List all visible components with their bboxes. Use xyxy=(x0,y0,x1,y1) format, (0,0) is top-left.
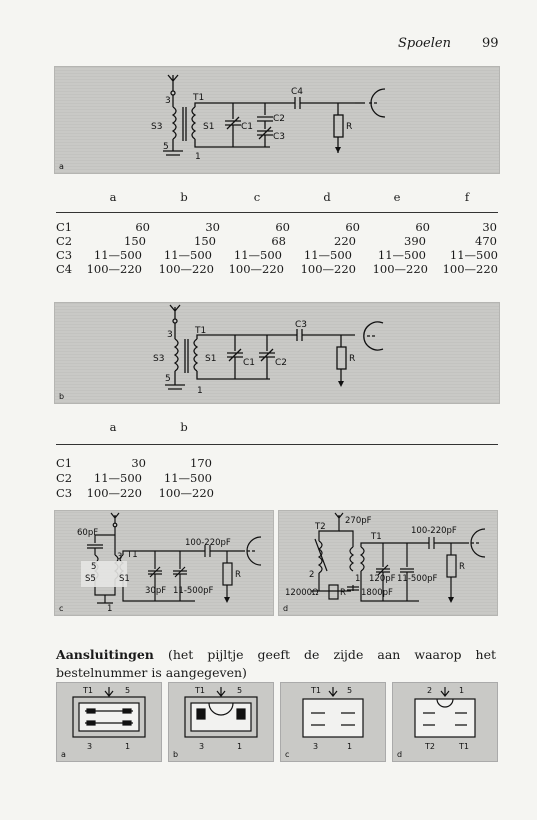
connector-c xyxy=(280,682,386,762)
fig-c-pin5: 5 xyxy=(91,562,97,572)
fig-c-t1: T1 xyxy=(127,550,138,560)
fig-d-pin1: 1 xyxy=(355,574,361,584)
fig-d-r1: R xyxy=(340,588,346,598)
fig-b-s3: S3 xyxy=(153,354,165,364)
fig-b-label: b xyxy=(59,392,65,401)
conn-c-bottom-right: 1 xyxy=(347,742,353,751)
fig-a-pin1: 1 xyxy=(195,152,201,162)
fig-c-c60: 60pF xyxy=(77,528,99,538)
fig-d-t2: T2 xyxy=(315,522,326,532)
col-header: a xyxy=(109,420,117,434)
schematic-d-drawing xyxy=(279,511,497,615)
fig-c-pin1: 1 xyxy=(107,604,113,614)
fig-d-r12k: 12000Ω xyxy=(285,588,319,598)
fig-b-r: R xyxy=(349,354,356,364)
fig-b-pin1: 1 xyxy=(197,386,203,396)
fig-b-pin3: 3 xyxy=(167,330,173,340)
conn-b-bottom-left: 3 xyxy=(199,742,205,751)
conn-c-top-right: 5 xyxy=(347,686,353,695)
table-row: C1 60 30 60 60 60 30 xyxy=(56,220,497,234)
table-row: C1 30 170 xyxy=(56,456,212,470)
fig-a-s3: S3 xyxy=(151,122,163,132)
fig-d-t1: T1 xyxy=(371,532,382,542)
table-row: C2 150 150 68 220 390 470 xyxy=(56,234,497,248)
connector-c-drawing xyxy=(281,683,385,761)
fig-a-pin5: 5 xyxy=(163,142,169,152)
fig-c-s5: S5 xyxy=(85,574,96,584)
fig-a-c2: C2 xyxy=(273,114,286,124)
fig-a-c3: C3 xyxy=(273,132,286,142)
fig-b-c1: C1 xyxy=(243,358,256,368)
table-b-rule xyxy=(56,444,498,445)
fig-c-pin3: 3 xyxy=(117,552,123,562)
fig-c-c11: 11-500pF xyxy=(173,586,214,596)
schematic-c-drawing xyxy=(55,511,273,615)
table-row: C2 11—500 11—500 xyxy=(56,471,212,485)
fig-d-c100: 100-220pF xyxy=(411,526,457,536)
conn-a-top-left: T1 xyxy=(83,686,93,695)
conn-d-top-left: 2 xyxy=(427,686,433,695)
fig-c-c30: 30pF xyxy=(145,586,167,596)
conn-a-bottom-left: 3 xyxy=(87,742,93,751)
conn-c-top-left: T1 xyxy=(311,686,321,695)
fig-a-c1: C1 xyxy=(241,122,254,132)
figure-c-schematic xyxy=(54,510,274,616)
fig-a-c4: C4 xyxy=(291,87,304,97)
conn-d-bottom-left: T2 xyxy=(425,742,435,751)
conn-b-label: b xyxy=(173,750,179,759)
conn-d-label: d xyxy=(397,750,403,759)
connector-b-drawing xyxy=(169,683,273,761)
connector-b xyxy=(168,682,274,762)
page-number: 99 xyxy=(482,36,499,51)
fig-c-s1: S1 xyxy=(119,574,130,584)
conn-a-label: a xyxy=(61,750,66,759)
conn-b-bottom-right: 1 xyxy=(237,742,243,751)
connections-note xyxy=(56,646,496,682)
conn-c-bottom-left: 3 xyxy=(313,742,319,751)
conn-d-bottom-right: T1 xyxy=(459,742,469,751)
col-header: c xyxy=(253,190,261,204)
fig-d-r2: R xyxy=(459,562,465,572)
connector-a-drawing xyxy=(57,683,161,761)
table-row: C4 100—220 100—220 100—220 100—220 100—220 100—220 xyxy=(56,262,498,276)
fig-a-label: a xyxy=(59,162,64,171)
fig-d-label: d xyxy=(283,604,289,613)
fig-d-c270: 270pF xyxy=(345,516,372,526)
conn-a-bottom-right: 1 xyxy=(125,742,131,751)
conn-b-top-right: 5 xyxy=(237,686,243,695)
connector-a xyxy=(56,682,162,762)
fig-d-c1800: 1800pF xyxy=(361,588,393,598)
fig-c-c100: 100-220pF xyxy=(185,538,231,548)
col-header: a xyxy=(109,190,117,204)
table-row: C3 100—220 100—220 xyxy=(56,486,214,500)
fig-d-c11: 11-500pF xyxy=(397,574,438,584)
conn-a-top-right: 5 xyxy=(125,686,131,695)
fig-a-s1: S1 xyxy=(203,122,215,132)
note-heading: Aansluitingen xyxy=(56,647,154,662)
conn-d-top-right: 1 xyxy=(459,686,465,695)
connector-d-drawing xyxy=(393,683,497,761)
fig-b-s1: S1 xyxy=(205,354,217,364)
figure-d-schematic xyxy=(278,510,498,616)
table-row: C3 11—500 11—500 11—500 11—500 11—500 11—500 xyxy=(56,248,498,262)
fig-a-pin3: 3 xyxy=(165,96,171,106)
col-header: b xyxy=(180,190,188,204)
running-title: Spoelen xyxy=(398,36,451,51)
connector-d xyxy=(392,682,498,762)
fig-b-t1: T1 xyxy=(195,326,207,336)
col-header: e xyxy=(393,190,401,204)
fig-b-pin5: 5 xyxy=(165,374,171,384)
fig-c-label: c xyxy=(59,604,64,613)
fig-b-c2: C2 xyxy=(275,358,288,368)
col-header: f xyxy=(464,190,470,204)
table-b-header xyxy=(0,420,537,433)
note-text: (het pijltje geeft de zijde aan waarop het bestelnummer is aangegeven) xyxy=(56,647,496,680)
conn-b-top-left: T1 xyxy=(195,686,205,695)
conn-c-label: c xyxy=(285,750,290,759)
col-header: d xyxy=(323,190,331,204)
fig-d-pin2: 2 xyxy=(309,570,315,580)
fig-c-r: R xyxy=(235,570,241,580)
fig-a-t1: T1 xyxy=(193,93,205,103)
fig-b-c3: C3 xyxy=(295,320,308,330)
fig-a-r: R xyxy=(346,122,353,132)
fig-d-c120: 120pF xyxy=(369,574,396,584)
col-header: b xyxy=(180,420,188,434)
